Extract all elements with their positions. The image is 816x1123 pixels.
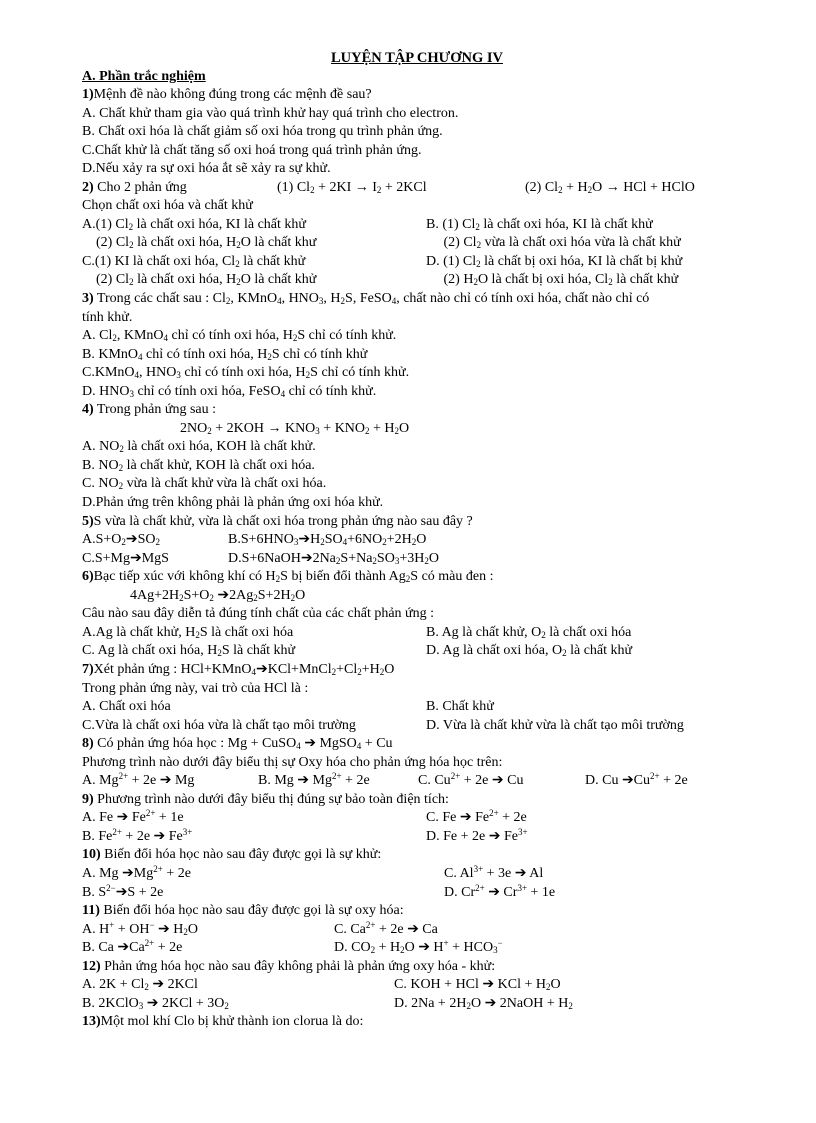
text-line: A. $Cl_2$, KMnO$_4$ chỉ có tính oxi hóa, $H_2S$ chỉ có tính khử.	[82, 328, 397, 344]
option-right: B. (1) $Cl_2$ là chất oxi hóa, KI là chất khử	[426, 216, 653, 232]
text-line	[82, 828, 752, 847]
question-line	[82, 290, 752, 309]
text-line	[82, 624, 752, 643]
option-right: C. KOH + HCl ➔ KCl + $H_2O$	[394, 977, 561, 993]
option-c: C. $Cu^{2+} + 2e$ ➔ Cu	[418, 771, 524, 789]
option-left: B. $S^{2-}➔S + 2e$	[82, 882, 164, 900]
text-line: A. Chất khử tham gia vào quá trình khử hay quá trình cho electron.	[82, 105, 459, 121]
question-number: 5)	[82, 513, 94, 529]
text-line	[82, 939, 752, 958]
question-text: Phương trình nào dưới đây biểu thị đúng sự bảo toàn điện tích:	[93, 791, 449, 807]
text-line: tính khử.	[82, 309, 133, 325]
text-line: C.KMnO$_4$, $HNO_3$ chỉ có tính oxi hóa, $H_2S$ chỉ có tính khử.	[82, 365, 410, 381]
question-text: Trong các chất sau : $Cl_2$, KMnO$_4$, $HNO_3$, $H_2S$, FeSO$_4$, chất nào chỉ có tính oxi hóa, chất nào chỉ có	[93, 291, 650, 307]
question-line	[82, 846, 752, 865]
question-number: 6)	[82, 569, 94, 585]
option-left: $A.S+O_2➔SO_2$	[82, 532, 161, 548]
option-left: A. H+ + OH− ➔ $H_2O$	[82, 919, 198, 937]
text-line: D. $HNO_3$ chỉ có tính oxi hóa, FeSO$_4$ chỉ có tính khử.	[82, 383, 377, 399]
text-line: Câu nào sau đây diễn tả đúng tính chất của các chất phản ứng :	[82, 606, 435, 622]
question-text: Mệnh đề nào không đúng trong các mệnh đề sau?	[93, 87, 372, 102]
option-left: A.(1) $Cl_2$ là chất oxi hóa, KI là chất khử	[82, 216, 306, 232]
question-text: Có phản ứng hóa học : Mg + CuSO$_4$ ➔ MgSO$_4$ + Cu	[93, 736, 393, 752]
option-right: (2) $H_2O$ là chất bị oxi hóa, $Cl_2$ là chất khử	[426, 272, 679, 288]
question-number: 4)	[82, 402, 94, 418]
text-line: C.Chất khử là chất tăng số oxi hoá trong quá trình phản ứng.	[82, 142, 422, 158]
text-line	[82, 550, 752, 569]
question-line	[82, 86, 752, 105]
option-left: A.Ag là chất khử, $H_2S$ là chất oxi hóa	[82, 624, 294, 640]
question-text: Bạc tiếp xúc với không khí có $H_2S$ bị biến đổi thành $Ag_2S$ có màu đen :	[93, 569, 494, 585]
text-line	[82, 717, 752, 736]
text-line	[82, 995, 752, 1014]
text-line: B. Chất oxi hóa là chất giảm số oxi hóa trong qu trình phản ứng.	[82, 124, 443, 140]
text-line: C. $NO_2$ vừa là chất khử vừa là chất oxi hóa.	[82, 476, 327, 492]
text-line	[82, 420, 752, 439]
option-right: (2) $Cl_2$ vừa là chất oxi hóa vừa là chất khử	[426, 235, 681, 251]
option-right: D. $2Na + 2H_2O$ ➔ 2NaOH + $H_2$	[394, 995, 573, 1011]
text-line: B. $NO_2$ là chất khử, KOH là chất oxi hóa.	[82, 457, 315, 473]
question-text: Xét phản ứng : $HCl+KMnO_4➔KCl+MnCl_2+Cl_2+H_2O$	[93, 661, 395, 677]
question-text: Biến đổi hóa học nào sau đây được gọi là sự oxy hóa:	[99, 903, 404, 919]
text-line: Trong phản ứng này, vai trò của HCl là :	[82, 680, 309, 696]
text-line	[82, 253, 752, 272]
text-line	[82, 216, 752, 235]
question-line	[82, 791, 752, 810]
option-left: (2) $Cl_2$ là chất oxi hóa, $H_2O$ là chất khử	[82, 272, 317, 288]
question-number: 1)	[82, 87, 94, 102]
question-number: 9)	[82, 791, 94, 807]
question-list	[82, 86, 752, 1032]
option-a: A. $Mg^{2+} + 2e$ ➔ Mg	[82, 771, 195, 789]
option-right: D. Fe + 2e ➔ $Fe^{3+}$	[426, 826, 528, 844]
text-line	[82, 271, 752, 290]
option-right: D. (1) $Cl_2$ là chất bị oxi hóa, KI là chất bị khử	[426, 253, 683, 269]
text-line	[82, 772, 752, 791]
text-line	[82, 976, 752, 995]
option-left: C.(1) KI là chất oxi hóa, $Cl_2$ là chất khử	[82, 253, 306, 269]
option-left: A. Mg $➔Mg^{2+} + 2e$	[82, 863, 191, 881]
text-line	[82, 698, 752, 717]
text-line	[82, 179, 752, 198]
option-right: D. $Cr^{2+}$ ➔ $Cr^{3+} + 1e$	[444, 882, 556, 900]
option-right: D. $CO_2 + H_2O$ ➔ $H^+ + HCO_3^-$	[334, 938, 503, 956]
question-line	[82, 902, 752, 921]
page-title: LUYỆN TẬP CHƯƠNG IV	[330, 50, 503, 66]
option-left: A. Fe ➔ $Fe^{2+} + 1e$	[82, 808, 184, 826]
option-right: D. Vừa là chất khử vừa là chất tạo môi trường	[426, 717, 684, 733]
text-line: A. $NO_2$ là chất oxi hóa, KOH là chất khử.	[82, 439, 316, 455]
option-right: C. $Al^{3+} + 3e$ ➔ Al	[444, 863, 544, 881]
reaction-2: (2) $Cl_2 + H_2O$ → HCl + HClO	[525, 179, 695, 195]
option-b: B. Mg ➔ $Mg^{2+} + 2e$	[258, 771, 370, 789]
option-left: B. Ca $➔Ca^{2+} + 2e$	[82, 938, 183, 956]
question-line	[82, 513, 752, 532]
question-number: 10)	[82, 847, 101, 863]
question-line	[82, 568, 752, 587]
question-number: 3)	[82, 291, 94, 307]
text-line	[82, 234, 752, 253]
text-line	[82, 809, 752, 828]
option-left: C. Ag là chất oxi hóa, $H_2S$ là chất khử	[82, 643, 296, 659]
question-line	[82, 401, 752, 420]
question-number: 13)	[82, 1014, 101, 1030]
option-right: C. Fe ➔ $Fe^{2+} + 2e$	[426, 808, 527, 826]
question-number: 12)	[82, 958, 101, 974]
option-right: B. Ag là chất khử, $O_2$ là chất oxi hóa	[426, 624, 632, 640]
document-page	[82, 48, 752, 1032]
option-d: D. Cu $➔Cu^{2+} + 2e$	[585, 771, 688, 789]
text-line	[82, 531, 752, 550]
text-line: Chọn chất oxi hóa và chất khử	[82, 198, 253, 214]
text-line: D.Phản ứng trên không phải là phản ứng oxi hóa khử.	[82, 495, 384, 511]
option-right: $B.S+6HNO_3➔H_2SO_4+6NO_2+2H_2O$	[228, 532, 427, 548]
question-text: S vừa là chất khử, vừa là chất oxi hóa trong phản ứng nào sau đây ?	[93, 513, 473, 529]
question-line-start: 2) Cho 2 phản ứng	[82, 179, 187, 195]
option-left: (2) $Cl_2$ là chất oxi hóa, $H_2O$ là chất khư	[82, 235, 317, 251]
question-line	[82, 958, 752, 977]
option-right: B. Chất khử	[426, 699, 494, 715]
question-line	[82, 661, 752, 680]
option-left: A. Chất oxi hóa	[82, 699, 171, 715]
option-right: D. Ag là chất oxi hóa, $O_2$ là chất khử	[426, 643, 633, 659]
text-line: B. KMnO$_4$ chỉ có tính oxi hóa, $H_2S$ chỉ có tính khử	[82, 346, 368, 362]
text-line: Phương trình nào dưới đây biểu thị sự Oxy hóa cho phản ứng hóa học trên:	[82, 754, 503, 770]
question-text: Trong phản ứng sau :	[93, 402, 216, 418]
question-number: 7)	[82, 661, 94, 677]
text-line	[82, 921, 752, 940]
text-line	[82, 884, 752, 903]
section-heading: A. Phần trắc nghiệm	[82, 69, 206, 84]
equation: $4Ag+2H_2S+O_2$ $➔2Ag_2S+2H_2O$	[130, 587, 306, 603]
question-text: Biến đổi hóa học nào sau đây được gọi là sự khử:	[100, 847, 382, 863]
equation: $2NO_2 + 2KOH \to KNO_3 + KNO_2 + H_2O$	[180, 420, 410, 436]
question-text: Một mol khí Clo bị khử thành ion clorua là do:	[100, 1014, 364, 1030]
question-line	[82, 735, 752, 754]
option-left: C.Vừa là chất oxi hóa vừa là chất tạo môi trường	[82, 717, 356, 733]
reaction-1: (1) $Cl_2 + 2KI \to I_2 + 2KCl$	[277, 179, 427, 195]
option-right: C. $Ca^{2+} + 2e$ ➔ Ca	[334, 919, 438, 937]
option-right: $D.S+6NaOH➔2Na_2S+Na_2SO_3+3H_2O$	[228, 550, 439, 566]
question-number: 8)	[82, 736, 94, 752]
text-line	[82, 642, 752, 661]
question-text: Phản ứng hóa học nào sau đây không phải là phản ứng oxy hóa - khử:	[100, 958, 496, 974]
option-left: B. 2KClO$_3$ ➔ $2KCl + 3O_2$	[82, 995, 229, 1011]
text-line: D.Nếu xảy ra sự oxi hóa ắt sẽ xảy ra sự khử.	[82, 161, 331, 177]
option-left: B. $Fe^{2+} + 2e$ ➔ $Fe^{3+}$	[82, 826, 193, 844]
option-left: A. $2K + Cl_2$ ➔ 2KCl	[82, 977, 198, 993]
text-line	[82, 587, 752, 606]
text-line	[82, 865, 752, 884]
question-number: 11)	[82, 903, 100, 919]
option-left: C.S+Mg➔MgS	[82, 550, 169, 566]
question-line	[82, 1013, 752, 1032]
